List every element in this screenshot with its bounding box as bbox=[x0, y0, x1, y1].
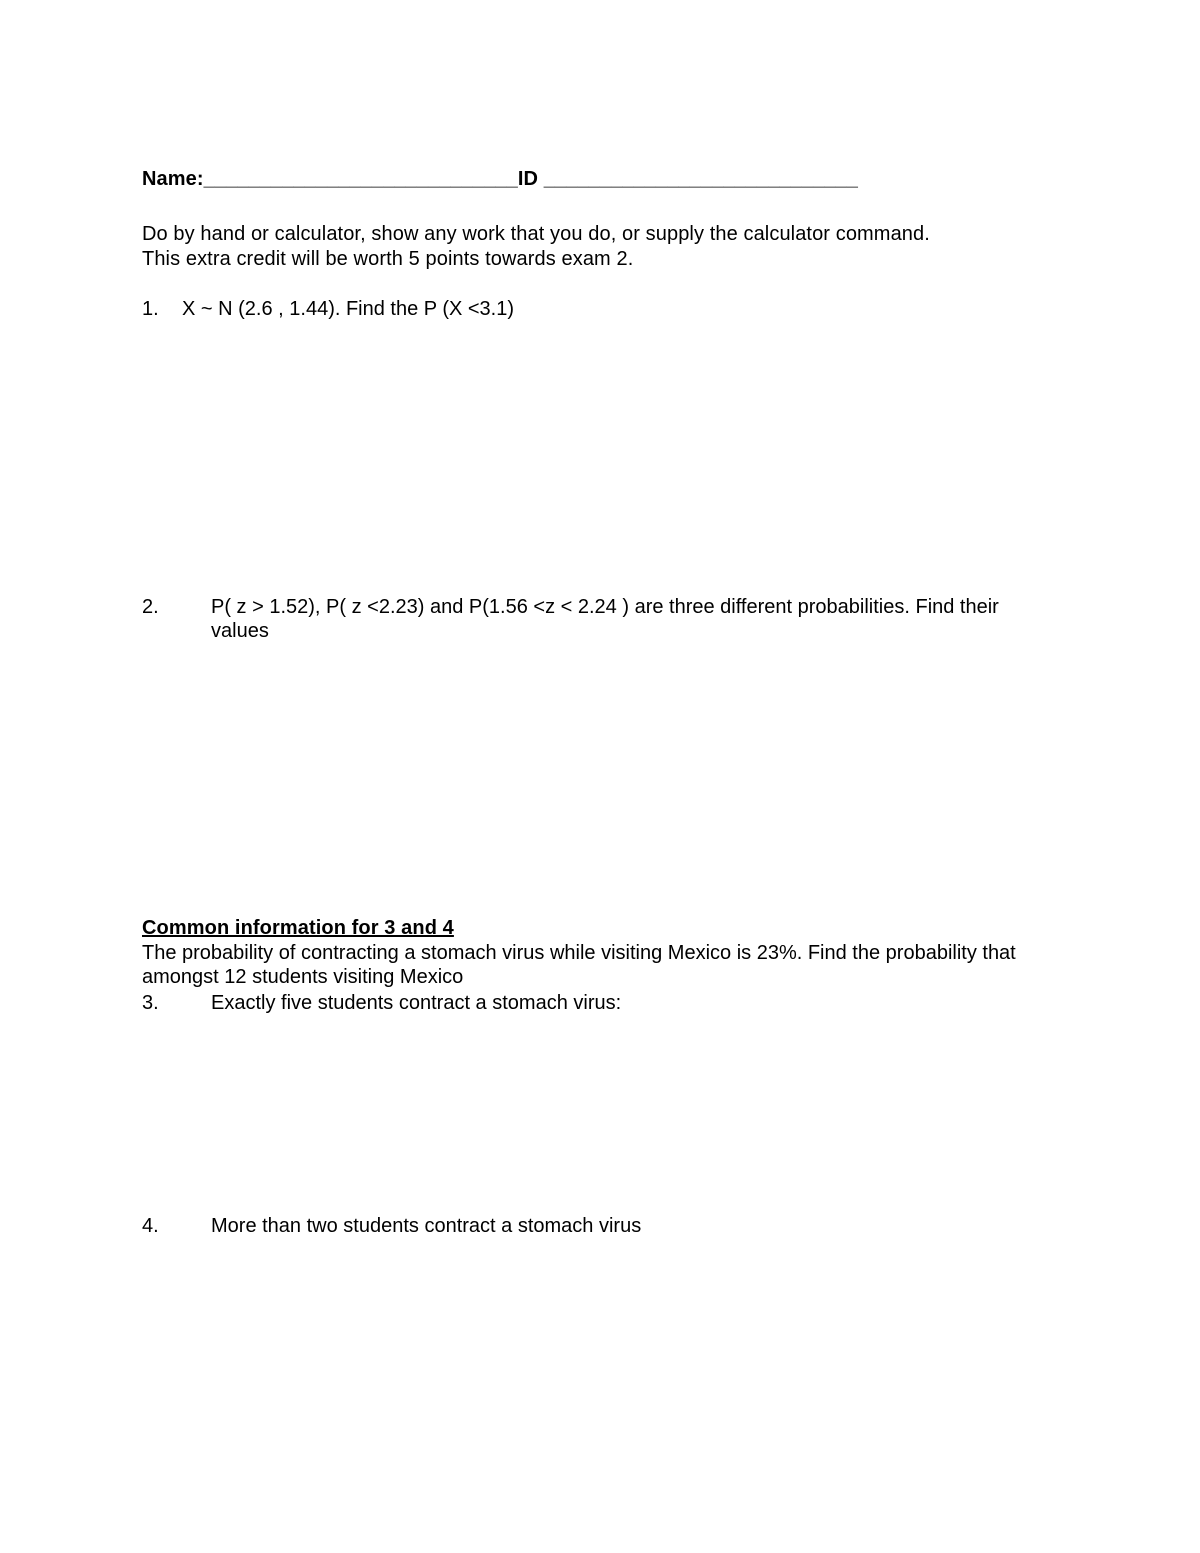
question-1-number: 1. bbox=[142, 298, 159, 320]
common-info-text: The probability of contracting a stomach virus while visiting Mexico is 23%. Find the probability that amongst 12 students visiting Mexico bbox=[142, 942, 1016, 988]
instructions-line-2: This extra credit will be worth 5 points towards exam 2. bbox=[142, 248, 634, 270]
question-3-text: Exactly five students contract a stomach virus: bbox=[211, 992, 622, 1014]
common-info-heading: Common information for 3 and 4 bbox=[142, 917, 454, 939]
question-2-text: P( z > 1.52), P( z <2.23) and P(1.56 <z < 2.24 ) are three different probabilities. Find their values bbox=[211, 596, 999, 642]
question-4-number: 4. bbox=[142, 1215, 159, 1237]
question-3-number: 3. bbox=[142, 992, 159, 1014]
question-1-text: X ~ N (2.6 , 1.44). Find the P (X <3.1) bbox=[182, 298, 515, 320]
question-4-text: More than two students contract a stomach virus bbox=[211, 1215, 642, 1237]
question-2-number: 2. bbox=[142, 596, 159, 618]
name-id-line: Name:____________________________ID ____________________________ bbox=[142, 168, 858, 190]
instructions-line-1: Do by hand or calculator, show any work that you do, or supply the calculator command. bbox=[142, 223, 930, 245]
